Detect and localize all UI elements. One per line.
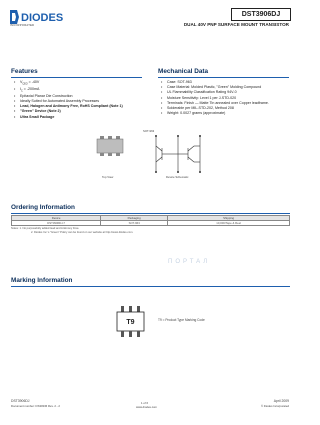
brand-text: DIODES <box>21 12 64 24</box>
feature-item: • Epitaxial Planar Die Construction <box>14 94 123 99</box>
mechanical-item: • Moisture Sensitivity: Level 1 per J-STD-020 <box>161 96 269 101</box>
table-row <box>12 221 290 226</box>
feature-item: • $V_{CEO} = -40V$ <box>14 80 123 87</box>
note-line: 2. Diodes Inc.'s "Green" Policy can be found on our website at http://www.diodes.com. <box>31 230 134 234</box>
table-cell: SOT-963 <box>101 221 168 226</box>
package-top-view-drawing <box>92 135 128 157</box>
ordering-table <box>11 215 290 226</box>
schematic-label: Device Schematic <box>166 175 189 179</box>
feature-item: • Ideally Suited for Automated Assembly Processes <box>14 99 123 104</box>
ordering-rule <box>11 213 290 214</box>
feature-item: • Lead, Halogen and Antimony Free, RoHS Compliant (Note 1) <box>14 104 123 109</box>
note-line: Notes: 1. No purposefully added lead and Antimony Free. <box>11 227 80 230</box>
part-number: DST3906DJ <box>231 8 291 21</box>
table-header: Device <box>12 216 101 221</box>
marking-caption: T9 = Product Type Marking Code <box>158 318 205 322</box>
footer-copyright: © Diodes Incorporated <box>260 404 289 408</box>
marking-code: T9 <box>126 319 135 326</box>
marking-rule <box>11 286 290 287</box>
mechanical-item: • Weight: 0.0027 grams (approximate) <box>161 111 269 116</box>
feature-item: • $I_C = -200mA$ <box>14 87 123 94</box>
features-list <box>14 80 123 120</box>
mechanical-item: • Case: SOT-963 <box>161 80 269 85</box>
ordering-notes <box>11 227 133 234</box>
page-title: DUAL 40V PNP SURFACE MOUNT TRANSISTOR <box>183 22 289 27</box>
mechanical-item: • Solderable per MIL-STD-202, Method 208 <box>161 106 269 111</box>
marking-title: Marking Information <box>11 277 73 284</box>
footer-page-number: 1 of 6 <box>141 401 148 405</box>
feature-item: • Ultra Small Package <box>14 115 123 120</box>
footer-document-number: Document number: DS30336 Rev. 2 - 2 <box>11 404 60 408</box>
footer-website[interactable]: www.diodes.com <box>136 405 157 409</box>
mechanical-item: • Terminals: Finish — Matte Tin annealed over Copper leadframe. <box>161 101 269 106</box>
watermark-text: ПОРТАЛ <box>168 259 211 265</box>
features-title: Features <box>11 68 38 75</box>
table-header: Shipping <box>168 216 290 221</box>
top-view-label: Top View <box>102 175 114 179</box>
footer-date: April 2009 <box>273 399 289 403</box>
device-schematic-drawing <box>148 134 208 174</box>
features-rule <box>11 77 142 78</box>
table-cell: DST3906DJ-7 <box>12 221 101 226</box>
brand-sub: INCORPORATED <box>10 24 35 27</box>
table-header: Packaging <box>101 216 168 221</box>
marking-package-drawing <box>115 306 145 337</box>
package-label: SOT-963 <box>143 129 155 133</box>
feature-item: • "Green" Device (Note 2) <box>14 109 123 114</box>
mechanical-title: Mechanical Data <box>158 68 209 75</box>
ordering-title: Ordering Information <box>11 204 75 211</box>
mechanical-item: • UL Flammability Classification Rating 94V-0 <box>161 90 269 95</box>
footer-part-number: DST3906DJ <box>11 399 30 403</box>
mechanical-list <box>161 80 269 116</box>
table-cell: 10,000/Tape & Reel <box>168 221 290 226</box>
mechanical-item: • Case Material: Molded Plastic, "Green" Molding Compound <box>161 85 269 90</box>
mechanical-rule <box>158 77 289 78</box>
